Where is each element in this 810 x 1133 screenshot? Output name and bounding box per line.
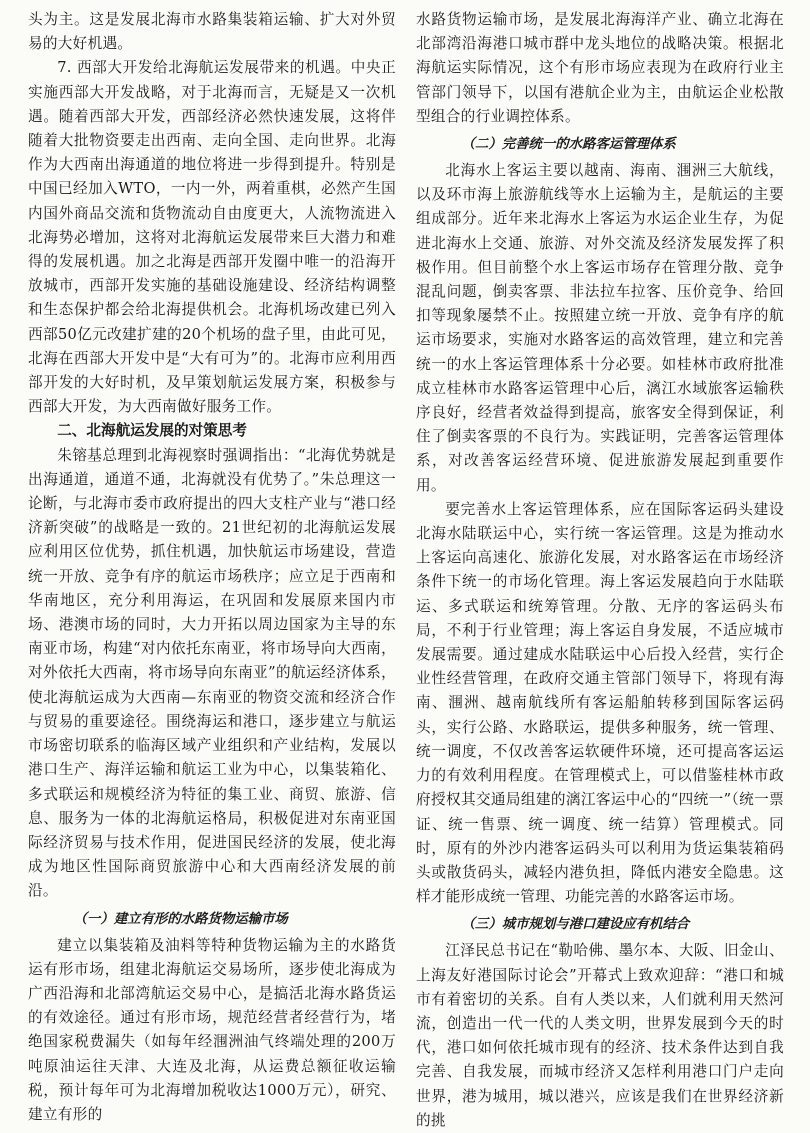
right-column (416, 8, 784, 1133)
subsection-heading: （一）建立有形的水路货物运输市场 (73, 910, 288, 927)
paragraph: 水路货物运输市场，是发展北海海洋产业、确立北海在北部湾沿海港口城市群中龙头地位的战略决策。根据北海航运实际情况，这个有形市场应表现为在政府行业主管部门领导下，以国有港航企业为主，由航运企业松散型组合的行业调控体系。 (416, 11, 784, 125)
paragraph: 朱镕基总理到北海视察时强调指出：“北海优势就是出海通道，通道不通，北海就没有优势了。”朱总理这一论断，与北海市委市政府提出的四大支柱产业与“港口经济新突破”的战略是一致的。21世纪初的北海航运发展应利用区位优势，抓住机遇，加快航运市场建设，营造统一开放、竞争有序的航运市场秩序；应立足于西南和华南地区，充分利用海运，在巩固和发展原来国内市场、港澳市场的同时，大力开拓以周边国家为主导的东南亚市场，构建“对内依托东南亚，将市场导向大西南，对外依托大西南，将市场导向东南亚”的航运经济体系，使北海航运成为大西南—东南亚的物资交流和经济合作与贸易的重要途径。围绕海运和港口，逐步建立与航运市场密切联系的临海区域产业组织和产业结构，发展以港口生产、海洋运输和航运工业为中心，以集装箱化、多式联运和规模经济为特征的集工业、商贸、旅游、信息、服务为一体的北海航运格局，积极促进对东南亚国际经济贸易与技术作用，促进国民经济的发展，使北海成为地区性国际商贸旅游中心和大西南经济发展的前沿。 (28, 446, 396, 900)
paragraph: 7. 西部大开发给北海航运发展带来的机遇。中央正实施西部大开发战略，对于北海而言，无疑是又一次机遇。随着西部大开发，西部经济必然快速发展，这将伴随着大批物资要走出西南、走向全国、走向世界。北海作为大西南出海通道的地位将进一步得到提升。特别是中国已经加入WTO，一内一外，两着重棋，必然产生国内国外商品交流和货物流动自由度更大，人流物流进入北海势必增加，这将对北海航运发展带来巨大潜力和难得的发展机遇。加之北海是西部开发圈中唯一的沿海开放城市，西部开发实施的基础设施建设、经济结构调整和生态保护都会给北海提供机会。北海机场改建已列入西部50亿元改建扩建的20个机场的盘子里，由此可见，北海在西部大开发中是“大有可为”的。北海市应利用西部开发的大好时机，及早策划航运发展方案，积极参与西部大开发，为大西南做好服务工作。 (28, 59, 396, 416)
paragraph: 头为主。这是发展北海市水路集装箱运输、扩大对外贸易的大好机遇。 (28, 11, 396, 53)
subsection-heading: （二）完善统一的水路客运管理体系 (461, 136, 676, 153)
section-heading: 二、北海航运发展的对策思考 (57, 422, 247, 440)
paragraph: 建立以集装箱及油料等特种货物运输为主的水路货运有形市场，组建北海航运交易场所，逐步使北海成为广西沿海和北部湾航运交易中心，是搞活北海水路货运的有效途径。通过有形市场，规范经营者经营行为，堵绝国家税费漏失（如每年经涠洲油气终端处理的200万吨原油运往天津、大连及北海，从运费总额征收运输税，预计每年可为北海增加税收达1000万元），研究、建立有形的 (28, 936, 396, 1123)
paragraph: 北海水上客运主要以越南、海南、涠洲三大航线，以及环市海上旅游航线等水上运输为主，是航运的主要组成部分。近年来北海水上客运为水运企业生存，为促进北海水上交通、旅游、对外交流及经济发展发挥了积极作用。但目前整个水上客运市场存在管理分散、竞争混乱问题，倒卖客票、非法拉车拉客、压价竞争、给回扣等现象屡禁不止。按照建立统一开放、竞争有序的航运市场要求，实施对水路客运的高效管理，建立和完善统一的水上客运管理体系十分必要。如桂林市政府批准成立桂林市水路客运管理中心后，漓江水域旅客运输秩序良好，经营者效益得到提高，旅客安全得到保证，利住了倒卖客票的不良行为。实践证明，完善客运管理体系，对改善客运经营环境、促进旅游发展起到重要作用。 (416, 162, 784, 494)
subsection-heading: （三）城市规划与港口建设应有机结合 (461, 916, 690, 933)
paragraph: 要完善水上客运管理体系，应在国际客运码头建设北海水陆联运中心，实行统一客运管理。这是为推动水上客运向高速化、旅游化发展，对水路客运在市场经济条件下统一的市场化管理。海上客运发展趋向于水陆联运、多式联运和统筹管理。分散、无序的客运码头布局，不利于行业管理；海上客运自身发展，不适应城市发展需要。通过建成水陆联运中心后投入经营，实行企业性经营管理，在政府交通主管部门领导下，将现有海南、涠洲、越南航线所有客运船舶转移到国际客运码头，实行公路、水路联运，提供多种服务，统一管理、统一调度，不仅改善客运软硬件环境，还可提高客运运力的有效利用程度。在管理模式上，可以借鉴桂林市政府授权其交通局组建的漓江客运中心的“四统一”（统一票证、统一售票、统一调度、统一结算）管理模式。同时，原有的外沙内港客运码头可以利用为货运集装箱码头或散货码头，减轻内港负担，降低内港安全隐患。这样才能形成统一管理、功能完善的水路客运市场。 (416, 500, 784, 906)
paragraph: 江泽民总书记在“勒哈佛、墨尔本、大阪、旧金山、上海友好港国际讨论会”开幕式上致欢迎辞：“港口和城市有着密切的关系。自有人类以来，人们就利用天然河流，创造出一代一代的人类文明，世界发展到今天的时代，港口如何依托城市现有的经济、技术条件达到自我完善、自我发展，而城市经济又怎样利用港口门户走向世界，港为城用，城以港兴，应该是我们在世界经济新的挑 (416, 942, 784, 1129)
left-column (28, 8, 396, 1127)
